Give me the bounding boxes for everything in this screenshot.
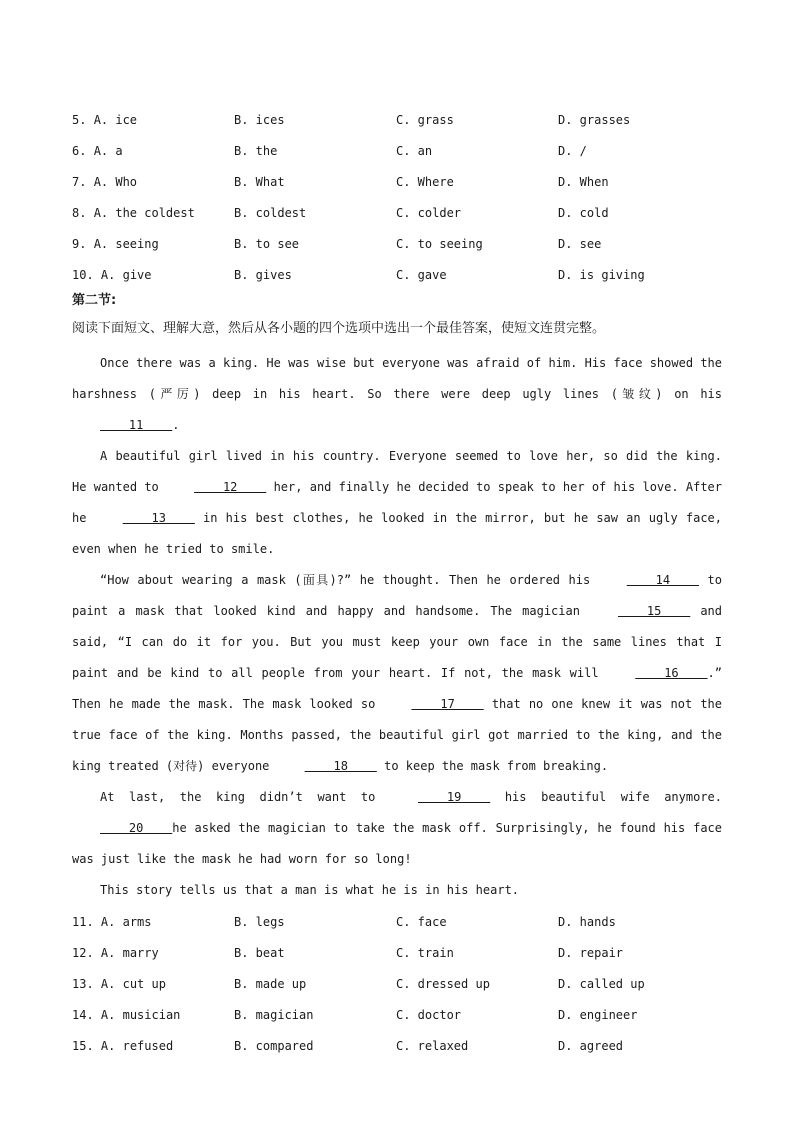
option-c: C. Where	[396, 174, 454, 189]
passage-text: “How about wearing a mask (面具)?” he thought. Then he ordered his	[100, 573, 599, 587]
passage-paragraph-1	[72, 348, 722, 441]
option-a: A. refused	[100, 1038, 174, 1053]
passage-text: A beautiful girl lived in his country. Everyone seemed to love her, so did the king. He wanted to	[72, 449, 722, 494]
option-d: D. When	[558, 174, 609, 189]
blank-19: 19	[417, 790, 491, 804]
option-c: C. colder	[396, 205, 462, 220]
option-b: B. coldest	[234, 205, 307, 220]
section-title: 第二节:	[72, 293, 117, 308]
passage-text: and said, “I can do it for you. But you must keep your own face in the same lines that I paint and be kind to all people from your heart. If not, the mask will	[72, 604, 722, 680]
section-instruction: 阅读下面短文、理解大意，然后从各小题的四个选项中选出一个最佳答案，使短文连贯完整。	[72, 321, 606, 336]
blank-16: 16	[635, 666, 708, 680]
passage-text: .” Then he made the mask. The mask looked so	[72, 666, 722, 711]
option-a: A. a	[93, 143, 123, 158]
passage-paragraph-3	[72, 565, 722, 782]
option-b: B. to see	[234, 236, 300, 251]
option-b: B. made up	[234, 976, 307, 991]
question-row-10	[72, 259, 722, 290]
passage-text: to keep the mask from breaking.	[376, 759, 609, 773]
blank-11: 11	[100, 418, 173, 432]
passage-text: he asked the magician to take the mask off. Surprisingly, he found his face was just like the mask he had worn for so long!	[72, 821, 722, 866]
blank-15: 15	[618, 604, 691, 618]
option-d: D. is giving	[558, 267, 645, 282]
blank-17: 17	[411, 697, 484, 711]
option-b: B. compared	[234, 1038, 314, 1053]
option-a: A. ice	[93, 112, 138, 127]
option-a: A. the coldest	[93, 205, 195, 220]
option-a: A. give	[100, 267, 152, 282]
question-number: 11.	[72, 914, 94, 929]
question-number: 8.	[72, 205, 87, 220]
option-d: D. see	[558, 236, 602, 251]
passage-text: At last, the king didn’t want to	[100, 790, 390, 804]
passage-text: to paint a mask that looked kind and happy and handsome. The magician	[72, 573, 722, 618]
question-row-14	[72, 999, 722, 1030]
option-a: A. arms	[100, 914, 152, 929]
option-b: B. the	[234, 143, 278, 158]
option-d: D. engineer	[558, 1007, 638, 1022]
option-b: B. gives	[234, 267, 292, 282]
question-number: 14.	[72, 1007, 94, 1022]
options-group-11-15	[72, 906, 722, 1061]
question-number: 10.	[72, 267, 94, 282]
option-c: C. gave	[396, 267, 447, 282]
question-row-5	[72, 104, 722, 135]
blank-14: 14	[626, 573, 700, 587]
option-b: B. legs	[234, 914, 285, 929]
question-number: 13.	[72, 976, 94, 991]
cloze-passage	[72, 348, 722, 906]
option-c: C. dressed up	[396, 976, 490, 991]
option-c: C. grass	[396, 112, 454, 127]
passage-paragraph-5: This story tells us that a man is what he is in his heart.	[100, 883, 520, 897]
option-a: A. Who	[93, 174, 138, 189]
passage-text: that no one knew it was not the true face of the king. Months passed, the beautiful girl got married to the king, and the king treated (对待) everyone	[72, 697, 723, 773]
question-number: 15.	[72, 1038, 94, 1053]
question-number: 7.	[72, 174, 87, 189]
option-b: B. beat	[234, 945, 285, 960]
option-c: C. face	[396, 914, 447, 929]
option-c: C. doctor	[396, 1007, 462, 1022]
question-number: 5.	[72, 112, 87, 127]
passage-text: .	[172, 418, 180, 432]
passage-text: Once there was a king. He was wise but everyone was afraid of him. His face showed the harshness (严厉) deep in his heart. So there were deep ugly lines (皱纹) on his	[72, 356, 722, 401]
option-a: A. musician	[100, 1007, 181, 1022]
option-c: C. to seeing	[396, 236, 483, 251]
question-number: 6.	[72, 143, 87, 158]
option-b: B. magician	[234, 1007, 314, 1022]
passage-text: his beautiful wife anymore.	[490, 790, 722, 804]
passage-paragraph-4	[72, 782, 722, 875]
blank-12: 12	[194, 480, 267, 494]
option-b: B. What	[234, 174, 285, 189]
blank-18: 18	[304, 759, 377, 773]
question-row-8	[72, 197, 722, 228]
option-a: A. cut up	[100, 976, 166, 991]
option-d: D. /	[558, 143, 587, 158]
option-d: D. grasses	[558, 112, 631, 127]
passage-text: in his best clothes, he looked in the mirror, but he saw an ugly face, even when he tried to smile.	[72, 511, 722, 556]
exam-page	[72, 104, 722, 1061]
question-row-15	[72, 1030, 722, 1061]
option-d: D. called up	[558, 976, 645, 991]
option-d: D. repair	[558, 945, 624, 960]
question-row-9	[72, 228, 722, 259]
option-c: C. relaxed	[396, 1038, 469, 1053]
options-group-5-10	[72, 104, 722, 290]
question-row-7	[72, 166, 722, 197]
question-number: 9.	[72, 236, 87, 251]
option-a: A. marry	[100, 945, 159, 960]
option-b: B. ices	[234, 112, 285, 127]
option-c: C. an	[396, 143, 433, 158]
blank-20: 20	[100, 821, 173, 835]
option-c: C. train	[396, 945, 454, 960]
question-row-12	[72, 937, 722, 968]
question-number: 12.	[72, 945, 94, 960]
blank-13: 13	[122, 511, 195, 525]
question-row-11	[72, 906, 722, 937]
option-d: D. hands	[558, 914, 616, 929]
option-a: A. seeing	[93, 236, 159, 251]
option-d: D. agreed	[558, 1038, 624, 1053]
question-row-6	[72, 135, 722, 166]
passage-text: her, and finally he decided to speak to her of his love. After he	[72, 480, 722, 525]
question-row-13	[72, 968, 722, 999]
passage-paragraph-2	[72, 441, 722, 565]
option-d: D. cold	[558, 205, 609, 220]
